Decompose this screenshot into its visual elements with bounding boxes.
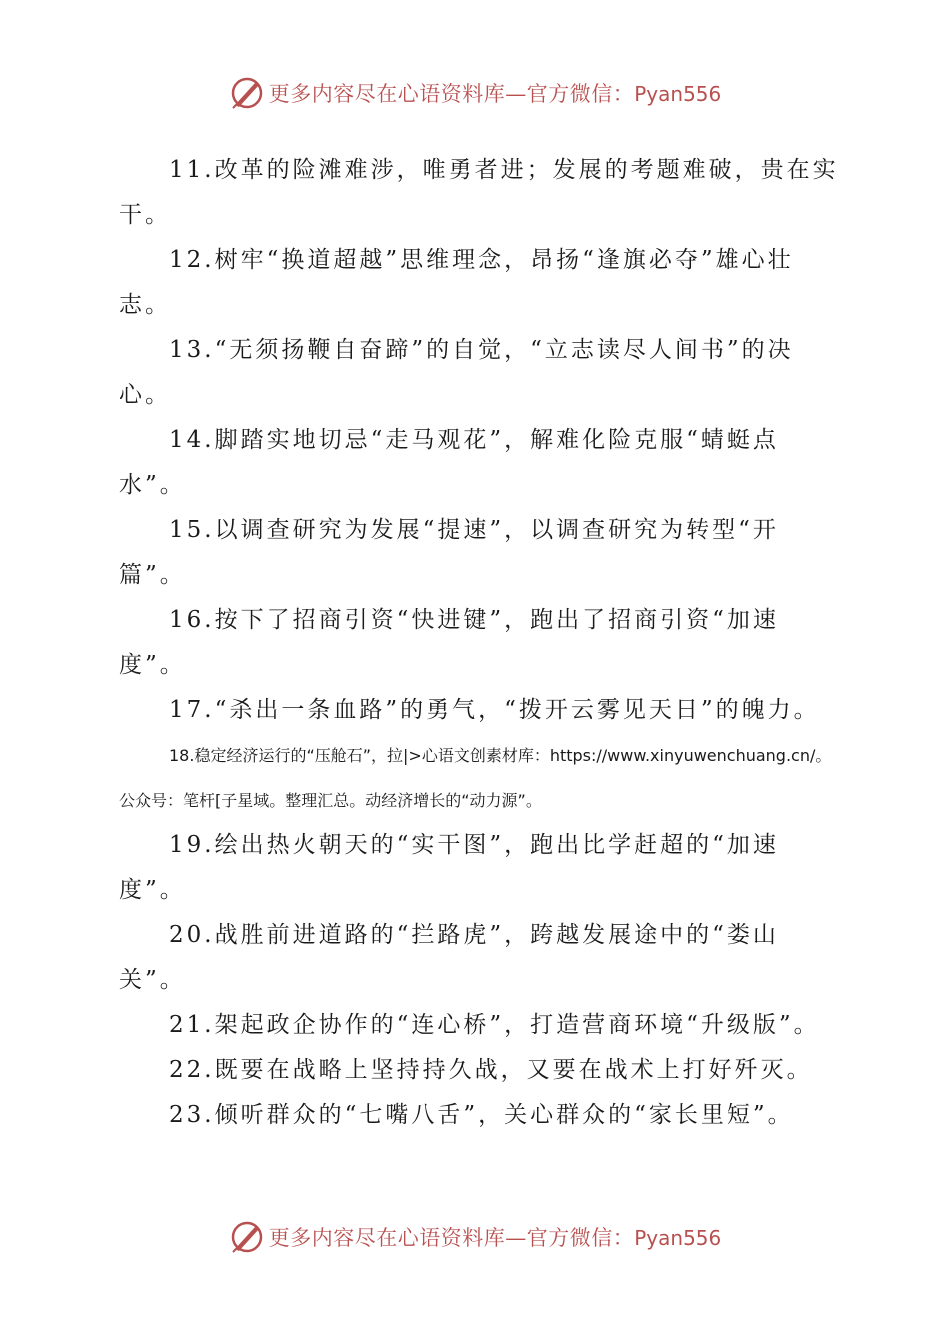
footer-banner	[0, 1215, 950, 1259]
footer-banner-cn: 更多内容尽在心语资料库—官方微信：	[268, 1226, 635, 1250]
document-body	[119, 148, 839, 1138]
list-item-13: 13.“无须扬鞭自奋蹄”的自觉，“立志读尽人间书”的决心。	[119, 337, 794, 408]
quill-logo-icon	[229, 1219, 265, 1255]
list-item-17: 17.“杀出一条血路”的勇气，“拨开云雾见天日”的魄力。	[169, 697, 820, 723]
list-item-16: 16.按下了招商引资“快进键”，跑出了招商引资“加速度”。	[119, 607, 779, 678]
list-item-22: 22.既要在战略上坚持持久战，又要在战术上打好歼灭。	[169, 1057, 813, 1083]
footer-banner-text	[269, 1222, 722, 1252]
header-banner-cn: 更多内容尽在心语资料库—官方微信：	[268, 82, 635, 106]
list-item-14: 14.脚踏实地切忌“走马观花”，解难化险克服“蜻蜓点水”。	[119, 427, 779, 498]
list-item-12: 12.树牢“换道超越”思维理念，昂扬“逢旗必夺”雄心壮志。	[119, 247, 794, 318]
list-item-19: 19.绘出热火朝天的“实干图”，跑出比学赶超的“加速度”。	[119, 832, 779, 903]
list-item-23: 23.倾听群众的“七嘴八舌”，关心群众的“家长里短”。	[169, 1102, 794, 1128]
list-item-18: 18.稳定经济运行的“压舱石”，拉|>心语文创素材库：https://www.xinyuwenchuang.cn/。公众号：笔杆[子星域。整理汇总。动经济增长的“动力源”。	[119, 746, 832, 810]
quill-logo-icon	[229, 75, 265, 111]
header-banner-text	[269, 78, 722, 108]
list-item-21: 21.架起政企协作的“连心桥”，打造营商环境“升级版”。	[169, 1012, 820, 1038]
footer-banner-id: Pyan556	[634, 1226, 722, 1250]
list-item-20: 20.战胜前进道路的“拦路虎”，跨越发展途中的“娄山关”。	[119, 922, 779, 993]
list-item-11: 11.改革的险滩难涉，唯勇者进；发展的考题难破，贵在实干。	[119, 157, 839, 228]
header-banner	[0, 71, 950, 115]
header-banner-id: Pyan556	[634, 82, 722, 106]
list-item-15: 15.以调查研究为发展“提速”，以调查研究为转型“开篇”。	[119, 517, 779, 588]
